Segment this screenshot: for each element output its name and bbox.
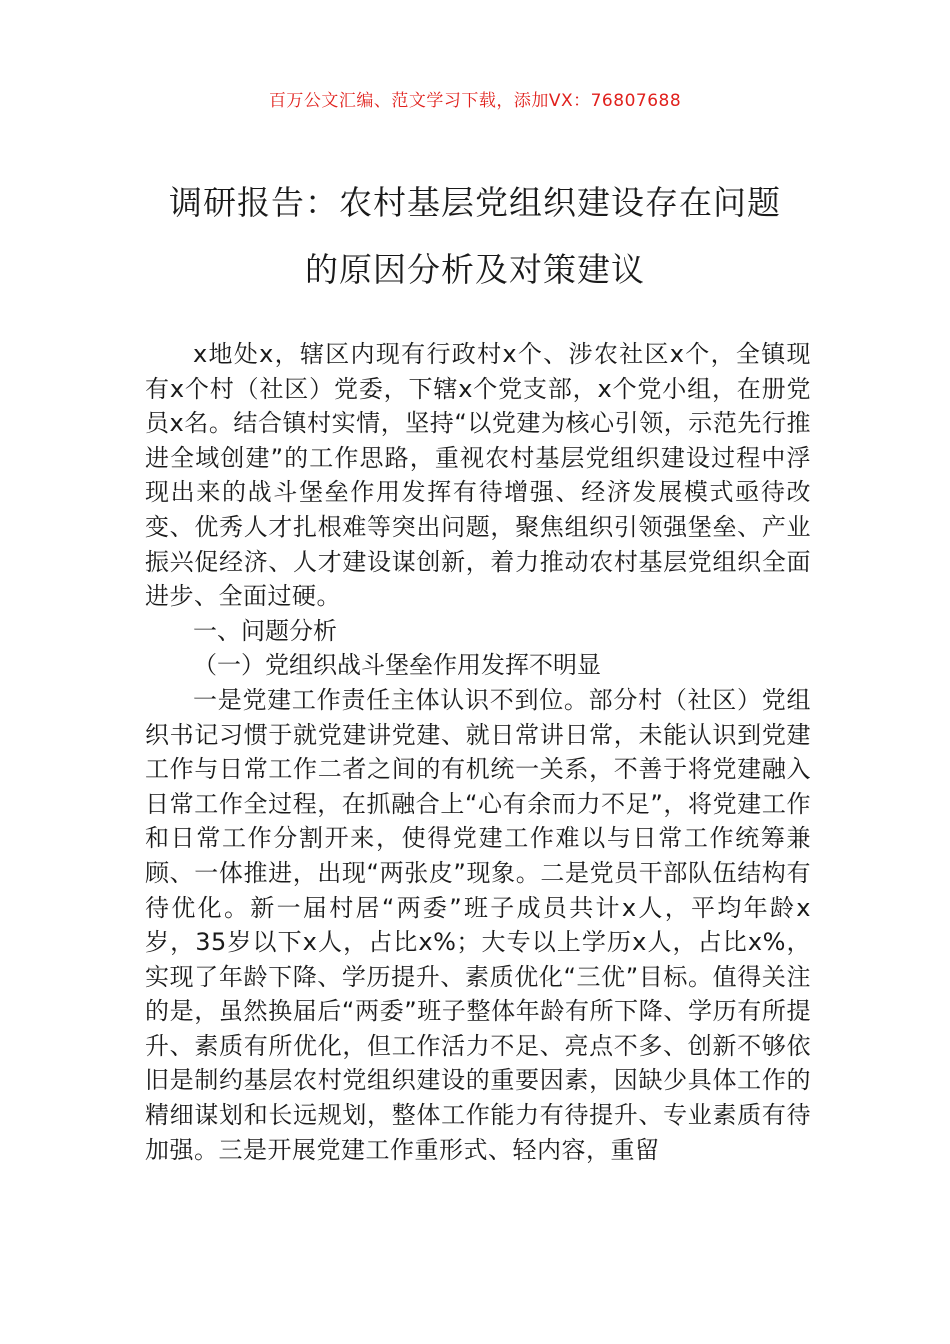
subsection-heading-1: （一）党组织战斗堡垒作用发挥不明显 [193, 651, 601, 680]
section-heading-1: 一、问题分析 [193, 616, 337, 645]
doc-title-line-1: 调研报告：农村基层党组织建设存在问题 [169, 183, 781, 222]
intro-paragraph: x地处x，辖区内现有行政村x个、涉农社区x个，全镇现有x个村（社区）党委，下辖x个党支部，x个党小组，在册党员x名。结合镇村实情，坚持“以党建为核心引领，示范先行推进全域创建”的工作思路，重视农村基层党组织建设过程中浮现出来的战斗堡垒作用发挥有待增强、经济发展模式亟待改变、优秀人才扎根难等突出问题，聚焦组织引领强堡垒、产业振兴促经济、人才建设谋创新，着力推动农村基层党组织全面进步、全面过硬。 [145, 340, 811, 611]
body-paragraph-2: 一是党建工作责任主体认识不到位。部分村（社区）党组织书记习惯于就党建讲党建、就日常讲日常，未能认识到党建工作与日常工作二者之间的有机统一关系，不善于将党建融入日常工作全过程，在抓融合上“心有余而力不足”，将党建工作和日常工作分割开来，使得党建工作难以与日常工作统筹兼顾、一体推进，出现“两张皮”现象。二是党员干部队伍结构有待优化。新一届村居“两委”班子成员共计x人，平均年龄x岁，35岁以下x人，占比x%；大专以上学历x人，占比x%，实现了年龄下降、学历提升、素质优化“三优”目标。值得关注的是，虽然换届后“两委”班子整体年龄有所下降、学历有所提升、素质有所优化，但工作活力不足、亮点不多、创新不够依旧是制约基层农村党组织建设的重要因素，因缺少具体工作的精细谋划和长远规划，整体工作能力有待提升、专业素质有待加强。三是开展党建工作重形式、轻内容，重留 [145, 685, 811, 1164]
doc-title-line-2: 的原因分析及对策建议 [305, 250, 645, 289]
ad-banner-text: 百万公文汇编、范文学习下载，添加VX：76807688 [268, 91, 682, 111]
doc-body [145, 337, 811, 1167]
